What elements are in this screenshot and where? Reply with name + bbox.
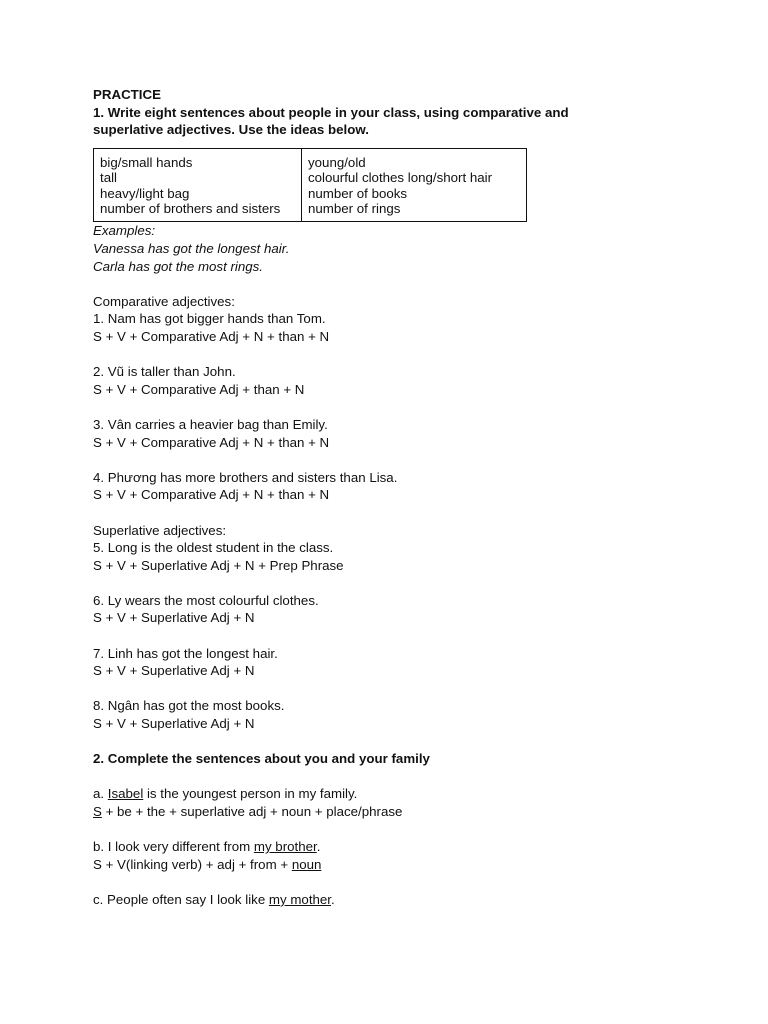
ideas-column-2 — [302, 148, 527, 222]
item-a-prefix: a. — [93, 786, 108, 802]
idea-item: heavy/light bag — [100, 185, 190, 201]
idea-item: number of brothers and sisters — [100, 201, 281, 216]
item-c-answer: my mother — [268, 891, 331, 907]
superlative-formula: S + V + Superlative Adj + N + Prep Phrase — [93, 557, 344, 573]
item-b-answer: my brother — [253, 839, 317, 855]
item-c-suffix: . — [331, 891, 335, 907]
example-sentence: Vanessa has got the longest hair. — [93, 241, 290, 256]
item-b-formula-noun: noun — [291, 856, 322, 872]
idea-item: number of rings — [308, 201, 401, 216]
examples-label: Examples: — [93, 223, 156, 239]
item-b-prefix: b. I look very different from — [93, 839, 254, 855]
item-a-formula-rest: + be + the + superlative adj + noun + place/phrase — [101, 804, 403, 819]
superlative-formula: S + V + Superlative Adj + N — [93, 663, 255, 679]
item-a-rest: is the youngest person in my family. — [143, 786, 358, 802]
comparative-sentence: 4. Phương has more brothers and sisters than Lisa. — [93, 469, 398, 485]
comparative-formula: S + V + Comparative Adj + than + N — [93, 381, 305, 397]
worksheet-page — [93, 86, 693, 909]
example-sentence: Carla has got the most rings. — [93, 258, 263, 274]
superlative-formula: S + V + Superlative Adj + N — [93, 716, 255, 732]
ideas-column-1 — [94, 148, 302, 222]
idea-item: big/small hands — [100, 154, 193, 170]
practice-heading: PRACTICE — [93, 87, 161, 102]
task2-item-b — [93, 838, 693, 856]
task2-item-b-formula — [93, 856, 693, 874]
superlative-formula: S + V + Superlative Adj + N — [93, 610, 255, 626]
task2-item-c — [93, 891, 693, 909]
comparative-sentence: 3. Vân carries a heavier bag than Emily. — [93, 416, 328, 432]
task1-instruction-line2: superlative adjectives. Use the ideas below. — [93, 122, 369, 138]
item-b-suffix: . — [316, 839, 321, 855]
item-b-formula-prefix: S + V(linking verb) + adj + from + — [93, 856, 292, 872]
comparative-sentence: 1. Nam has got bigger hands than Tom. — [93, 311, 326, 327]
item-a-answer: Isabel — [107, 786, 144, 802]
ideas-table — [93, 148, 527, 223]
task2-instruction: 2. Complete the sentences about you and your family — [93, 751, 430, 767]
superlative-sentence: 8. Ngân has got the most books. — [93, 698, 285, 714]
task2-item-a-formula — [93, 803, 693, 821]
comparative-sentence: 2. Vũ is taller than John. — [93, 364, 236, 380]
task1-instruction-line1: 1. Write eight sentences about people in your class, using comparative and — [93, 104, 569, 120]
comparative-formula: S + V + Comparative Adj + N + than + N — [93, 434, 330, 450]
idea-item: young/old — [308, 154, 366, 170]
superlative-sentence: 6. Ly wears the most colourful clothes. — [93, 592, 319, 608]
idea-item: number of books — [308, 185, 408, 201]
task2-item-a — [93, 785, 693, 803]
comparative-heading: Comparative adjectives: — [93, 293, 235, 309]
superlative-sentence: 5. Long is the oldest student in the class. — [93, 540, 334, 556]
comparative-formula: S + V + Comparative Adj + N + than + N — [93, 487, 330, 503]
idea-item: tall — [100, 170, 117, 186]
item-c-prefix: c. People often say I look like — [93, 891, 269, 907]
idea-item: colourful clothes long/short hair — [308, 170, 493, 186]
superlative-heading: Superlative adjectives: — [93, 522, 227, 538]
item-a-formula-subject: S — [93, 804, 102, 819]
superlative-sentence: 7. Linh has got the longest hair. — [93, 645, 278, 661]
comparative-formula: S + V + Comparative Adj + N + than + N — [93, 328, 330, 344]
